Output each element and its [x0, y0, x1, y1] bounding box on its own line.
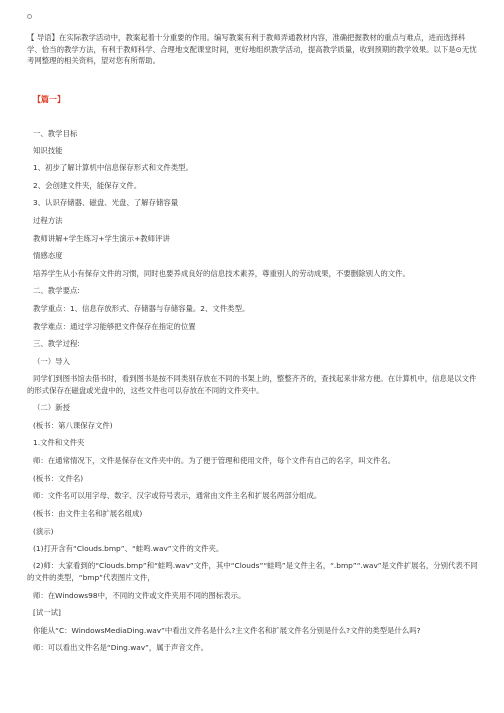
goal-item: 1、初步了解计算机中信息保存形式和文件类型。 — [33, 163, 193, 172]
heading-teaching-goals: 一、教学目标 — [33, 129, 78, 138]
goal-item: 2、会创建文件夹，能保存文件。 — [33, 181, 142, 190]
subheading-introduction: （一）导入 — [33, 357, 70, 366]
heading-teaching-process: 三、教学过程: — [33, 339, 80, 348]
topic-files-folders: 1.文件和文件夹 — [33, 438, 85, 447]
try-it-label: [试一试] — [33, 608, 61, 617]
section-title: 【篇一】 — [33, 95, 65, 104]
board-note: (板书：由文件主名和扩展名组成) — [33, 509, 143, 518]
teacher-text: 师：文件名可以用字母、数字、汉字或符号表示，通常由文件主名和扩展名两部分组成。 — [33, 491, 322, 500]
teacher-text: 师：在Windows98中，不同的文件或文件夹用不同的图标表示。 — [33, 591, 246, 600]
heading-key-points: 二、教学要点: — [33, 286, 80, 295]
guide-label: 【 导语】 — [27, 33, 59, 42]
intro-paragraph — [27, 32, 479, 67]
process-text: 教师讲解+学生练习+学生演示+教师评讲 — [33, 234, 170, 243]
board-note: (板书：第八课保存文件) — [33, 421, 113, 430]
subheading-attitude: 情感态度 — [33, 251, 63, 260]
subheading-knowledge-skills: 知识技能 — [33, 146, 63, 155]
teacher-text: 师：可以看出文件名是“Ding.wav”，属于声音文件。 — [33, 643, 208, 652]
teacher-text: 师：在通常情况下，文件是保存在文件夹中的。为了便于管理和使用文件，每个文件有自己的名字，叫文件名。 — [33, 456, 396, 465]
demo-step: (2)师：大家看到的“Clouds.bmp”和“蛙鸣.wav”文件，其中“Clouds”“蛙鸣”是文件主名，“.bmp”“.wav”是文件扩展名，分别代表不同的文件的类型，“bmp”代表图片文件， — [27, 561, 478, 582]
try-it-question: 你能从“C：WindowsMediaDing.wav”中看出文件名是什么?主文件名和扩展文件名分别是什么?文件的类型是什么吗? — [33, 626, 421, 635]
difficulty-text: 教学难点：通过学习能够把文件保存在指定的位置 — [33, 322, 196, 331]
demo-note: (演示) — [33, 527, 54, 536]
board-note: (板书：文件名) — [33, 474, 84, 483]
goal-item: 3、认识存储器、磁盘、光盘、了解存储容量 — [33, 198, 179, 207]
introduction-text: 同学们到图书馆去借书时，看到图书是按不同类别存放在不同的书架上的，整整齐齐的，查找起来非常方便。在计算机中，信息是以文件的形式保存在磁盘或光盘中的，这些文件也可以存放在不同的文件夹中。 — [27, 374, 477, 395]
demo-step: (1)打开含有“Clouds.bmp”、“蛙鸣.wav”文件的文件夹。 — [33, 544, 224, 553]
subheading-new-lesson: （二）新授 — [33, 403, 70, 412]
key-point-text: 教学重点：1、信息存放形式、存储器与存储容量。2、文件类型。 — [33, 304, 250, 313]
subheading-process-methods: 过程方法 — [33, 216, 63, 225]
guide-text: 在实际教学活动中，教案起着十分重要的作用。编写教案有利于教师弄通教材内容，准确把握教材的重点与难点，进而选择科学、恰当的教学方法，有利于教师科学、合理地支配课堂时间，更好地组织教学活动，提高教学质量，收到预期的教学效果。以下是⊙无忧考网整理的相关资料，望对您有所帮助。 — [27, 33, 477, 65]
attitude-text: 培养学生从小有保存文件的习惯，同时也要养成良好的信息技术素养，尊重别人的劳动成果，不要删除别人的文件。 — [33, 269, 410, 278]
corner-mark-icon — [27, 14, 32, 19]
